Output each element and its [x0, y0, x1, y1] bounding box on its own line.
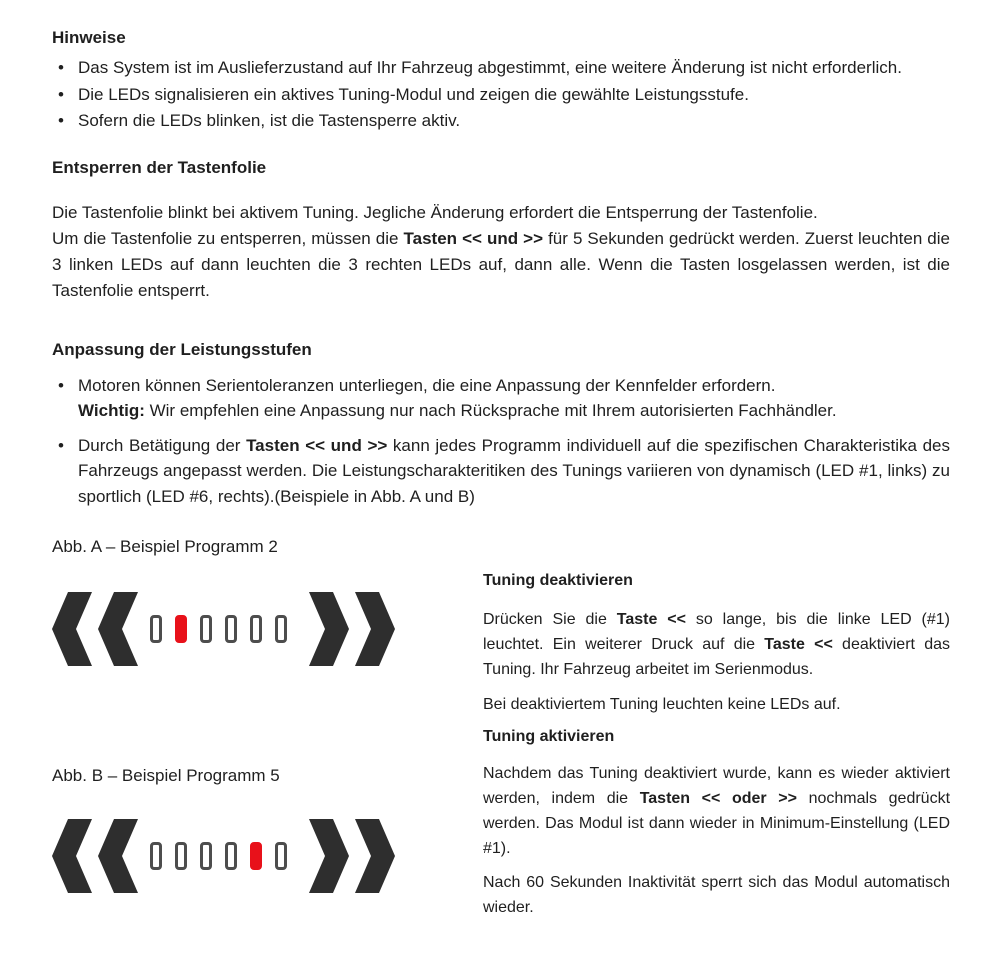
anpassung-bullet-2: • Durch Betätigung der Tasten << und >> kann jedes Programm individuell auf die spezifischen Charakteristika des Fahrzeugs angepasst werden. Die Leistungscharakteritiken des Tunings variieren von dynamisch (LED #1, links) zu sportlich (LED #6, rechts).(Beispiele in Abb. A und B)	[52, 433, 950, 510]
entsperren-heading: Entsperren der Tastenfolie	[52, 157, 267, 177]
document-page	[52, 28, 950, 920]
entsperren-paragraph-1: Die Tastenfolie blinkt bei aktivem Tuning. Jegliche Änderung erfordert die Entsperrung der Tastenfolie.	[52, 202, 818, 222]
aktivieren-heading: Tuning aktivieren	[483, 728, 615, 745]
hinweise-bullet-2: • Die LEDs signalisieren ein aktives Tuning-Modul und zeigen die gewählte Leistungsstufe.	[52, 82, 950, 109]
led-off	[150, 842, 162, 870]
led-off	[225, 842, 237, 870]
double-chevron-right-icon	[307, 592, 395, 666]
led-strip-b	[150, 842, 287, 870]
led-on	[175, 615, 187, 643]
deaktivieren-heading: Tuning deaktivieren	[483, 572, 633, 589]
led-strip-a	[150, 615, 287, 643]
figure-a-led-panel	[52, 592, 483, 666]
instructions-column	[483, 509, 950, 920]
deaktivieren-paragraph-1: Drücken Sie die Taste << so lange, bis die linke LED (#1) leuchtet. Ein weiterer Druck auf die Taste << deaktiviert das Tuning. Ihr Fahrzeug arbeitet im Serienmodus.	[483, 611, 951, 678]
led-off	[150, 615, 162, 643]
led-off	[200, 615, 212, 643]
entsperren-paragraph-2: Um die Tastenfolie zu entsperren, müssen die Tasten << und >> für 5 Sekunden gedrückt werden. Zuerst leuchten die 3 linken LEDs auf dann leuchten die 3 rechten LEDs auf, dann alle. Wenn die Tasten losgelassen werden, ist die Tastenfolie entsperrt.	[52, 228, 950, 300]
hinweise-bullet-1: • Das System ist im Auslieferzustand auf Ihr Fahrzeug abgestimmt, eine weitere Änderung ist nicht erforderlich.	[52, 55, 950, 82]
figure-b-led-panel	[52, 819, 483, 893]
hinweise-bullet-3: • Sofern die LEDs blinken, ist die Tastensperre aktiv.	[52, 108, 950, 135]
double-chevron-right-icon	[307, 819, 395, 893]
figures-and-instructions	[52, 509, 950, 920]
figure-b-label: Abb. B – Beispiel Programm 5	[52, 766, 280, 785]
aktivieren-paragraph-2: Nach 60 Sekunden Inaktivität sperrt sich das Modul automatisch wieder.	[483, 874, 950, 916]
figure-a-label: Abb. A – Beispiel Programm 2	[52, 537, 278, 556]
led-on	[250, 842, 262, 870]
led-off	[275, 615, 287, 643]
anpassung-list	[52, 373, 950, 510]
led-off	[175, 842, 187, 870]
deaktivieren-paragraph-2: Bei deaktiviertem Tuning leuchten keine LEDs auf.	[483, 696, 841, 713]
figures-column	[52, 509, 483, 893]
hinweise-heading: Hinweise	[52, 28, 126, 47]
double-chevron-left-icon	[52, 819, 140, 893]
hinweise-list	[52, 55, 950, 135]
led-off	[225, 615, 237, 643]
double-chevron-left-icon	[52, 592, 140, 666]
led-off	[200, 842, 212, 870]
aktivieren-paragraph-1: Nachdem das Tuning deaktiviert wurde, kann es wieder aktiviert werden, indem die Tasten << oder >> nochmals gedrückt werden. Das Modul ist dann wieder in Minimum-Einstellung (LED #1).	[483, 765, 951, 857]
led-off	[275, 842, 287, 870]
led-off	[250, 615, 262, 643]
anpassung-heading: Anpassung der Leistungsstufen	[52, 339, 312, 359]
anpassung-bullet-1: • Motoren können Serientoleranzen unterliegen, die eine Anpassung der Kennfelder erfordern. Wichtig: Wir empfehlen eine Anpassung nur nach Rücksprache mit Ihrem autorisierten Fachhändler.	[52, 373, 950, 424]
